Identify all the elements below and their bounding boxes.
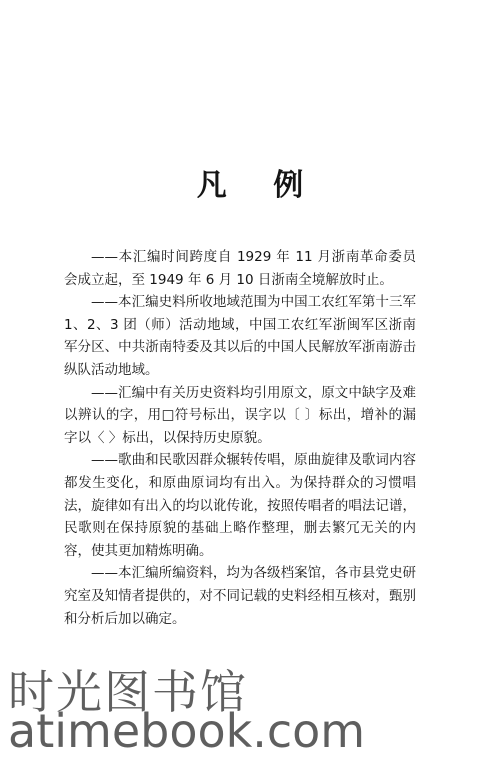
- watermark-url: atimebook.com: [8, 704, 366, 758]
- note-paragraph: ——歌曲和民歌因群众辗转传唱，原曲旋律及歌词内容都发生变化，和原曲原词均有出入。为保持群众的习惯唱法，旋律如有出入的均以讹传讹，按照传唱者的唱法记谱，民歌则在保持原貌的基础上略作整理，删去繁冗无关的内容，使其更加精炼明确。: [64, 452, 416, 559]
- note-paragraph: ——本汇编史料所收地域范围为中国工农红军第十三军1、2、3 团（师）活动地域，中国工农红军浙闽军区浙南军分区、中共浙南特委及其以后的中国人民解放军浙南游击纵队活动地域。: [64, 294, 416, 378]
- note-paragraph: ——本汇编所编资料，均为各级档案馆，各市县党史研究室及知情者提供的，对不同记载的史料经相互核对，甄别和分析后加以确定。: [64, 565, 416, 627]
- page-title: 凡 例: [196, 168, 322, 203]
- watermark-chinese: 时光图书馆: [8, 665, 248, 719]
- note-paragraph: ——汇编中有关历史资料均引用原文，原文中缺字及难以辨认的字，用□符号标出，误字以〔 〕标出，增补的漏字以〈 〉标出，以保持历史原貌。: [64, 384, 416, 446]
- notes-body: [64, 246, 416, 630]
- note-paragraph: ——本汇编时间跨度自 1929 年 11 月浙南革命委员会成立起，至 1949 年 6 月 10 日浙南全境解放时止。: [64, 249, 416, 288]
